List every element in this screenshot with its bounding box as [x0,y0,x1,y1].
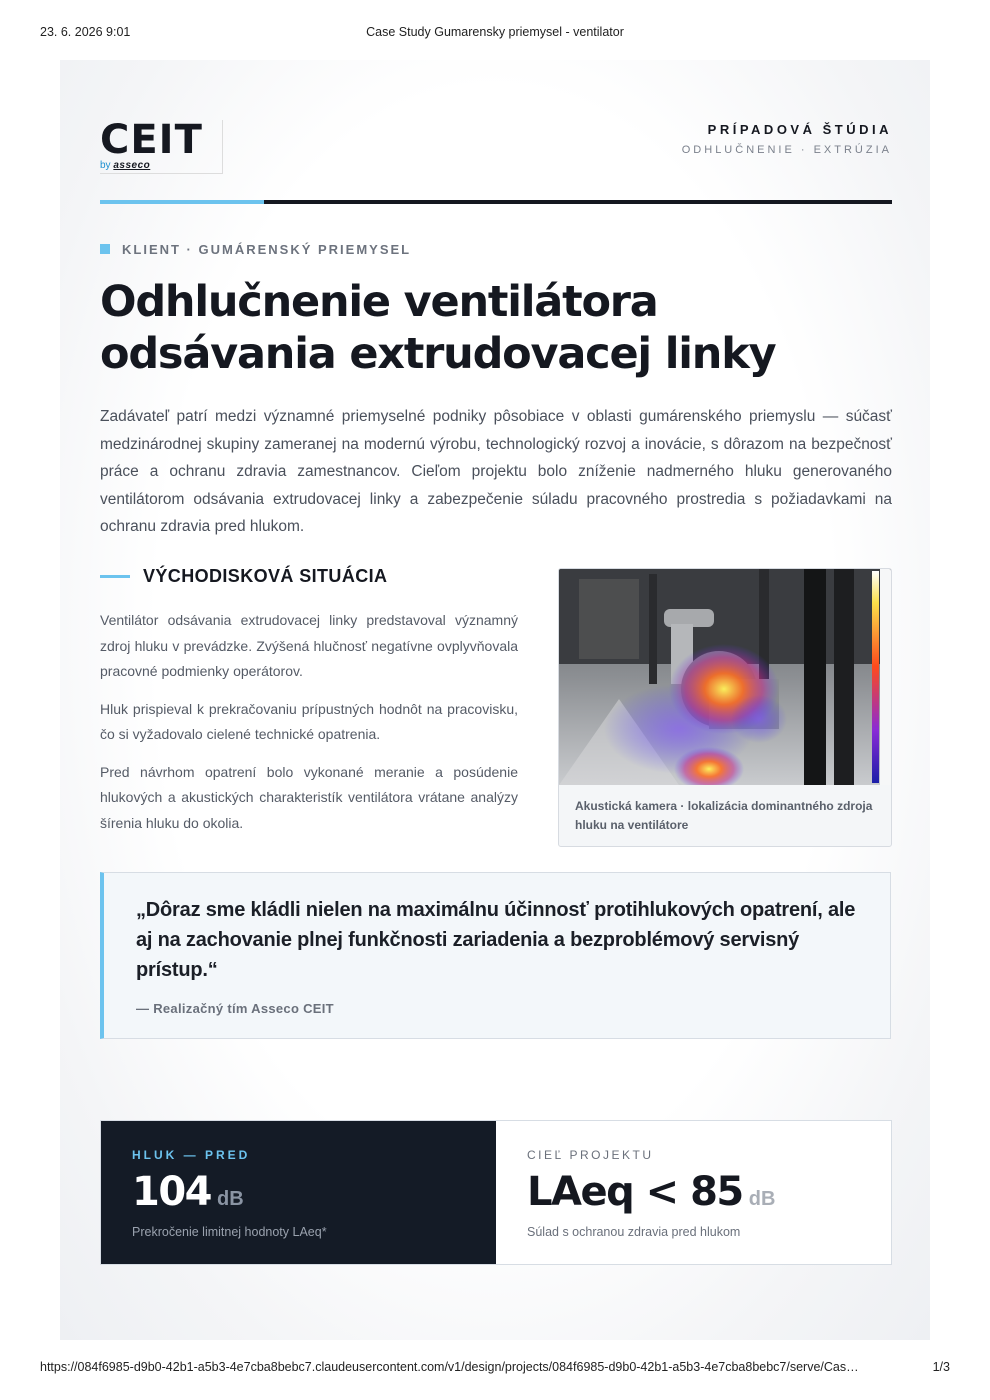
document-tags: ODHLUČNENIE · EXTRÚZIA [681,144,892,156]
client-tag [100,241,411,257]
metric-description: Súlad s ochranou zdravia pred hlukom [527,1225,741,1239]
page-title [100,276,892,380]
metric-label: CIEĽ PROJEKTU [527,1148,654,1162]
metric-noise-before [101,1121,496,1264]
quote-text: „Dôraz sme kládli nielen na maximálnu účinnosť protihlukových opatrení, ale aj na zachovanie plnej funkčnosti zariadenia a bezproblémový servisný prístup.“ [136,899,856,981]
document-kicker [682,122,892,156]
print-footer [0,1360,990,1376]
logo-asseco: asseco [113,160,151,171]
figure-caption: Akustická kamera · lokalizácia dominantného zdroja hluku na ventilátore [575,799,873,832]
logo-subline [100,160,150,171]
case-study-page [60,60,930,1340]
metric-label: HLUK — PRED [132,1148,251,1162]
situation-paragraph: Pred návrhom opatrení bolo vykonané meranie a posúdenie hlukových a akustických charakteristík ventilátora vrátane analýzy šírenia hluku do okolia. [100,763,518,831]
client-label: KLIENT · GUMÁRENSKÝ PRIEMYSEL [122,241,412,257]
metric-description: Prekročenie limitnej hodnoty LAeq* [132,1225,327,1239]
print-page-number: 1/3 [932,1360,950,1374]
ceit-logo [100,117,224,175]
print-url: https://084f6985-d9b0-42b1-a5b3-4e7cba8bebc7.claudeusercontent.com/v1/design/projects/084f6985-d9b0-42b1-a5b3-4e7cba8bebc7/serve/Cas… [40,1360,859,1374]
print-date: 23. 6. 2026 9:01 [40,25,131,39]
quote-author: — Realizačný tím Asseco CEIT [136,1001,334,1016]
metric-unit: dB [748,1188,776,1210]
title-line-1: Odhlučnenie ventilátora [100,277,658,327]
header-rule-accent [100,200,264,204]
print-title: Case Study Gumarensky priemysel - ventilator [366,25,624,39]
document-type: PRÍPADOVÁ ŠTÚDIA [707,122,892,137]
intro-paragraph: Zadávateľ patrí medzi významné priemyselné podniky pôsobiace v oblasti gumárenského priemyslu — súčasť medzinárodnej skupiny zameranej na modernú výrobu, technologický rozvoj a inovácie, s dôrazom na bezpečnosť práce a ochranu zdravia zamestnancov. Cieľom projektu bolo zníženie nadmerného hluku generovaného ventilátorom odsávania extrudovacej linky a zabezpečenie súladu pracovného prostredia s požiadavkami na ochranu zdravia pred hlukom. [100,408,892,535]
situation-heading [100,566,387,587]
metrics-panel [100,1120,892,1265]
title-line-2: odsávania extrudovacej linky [100,329,776,379]
acoustic-camera-figure [558,568,892,847]
situation-paragraph: Hluk prispieval k prekračovaniu prípustných hodnôt na pracovisku, čo si vyžadovalo cielené technické opatrenia. [100,700,518,742]
logo-by: by [100,160,111,171]
metric-unit: dB [217,1188,244,1210]
section-dash-icon [100,575,130,578]
situation-body [100,608,518,848]
print-header [0,25,990,41]
acoustic-camera-image [559,569,891,785]
metric-value [527,1169,775,1215]
section-title: VÝCHODISKOVÁ SITUÁCIA [143,566,388,586]
metric-number: 104 [132,1169,211,1215]
header-rule [100,200,892,204]
quote-box [100,872,891,1039]
metric-value [132,1169,244,1215]
client-square-icon [100,244,110,254]
logo-wordmark: CEIT [100,117,203,163]
metric-number: LAeq < 85 [527,1169,743,1215]
metric-project-goal [496,1121,891,1264]
situation-paragraph: Ventilátor odsávania extrudovacej linky predstavoval významný zdroj hluku v prevádzke. Zvýšená hlučnosť negatívne ovplyvňovala pracovné podmienky operátorov. [100,612,518,679]
